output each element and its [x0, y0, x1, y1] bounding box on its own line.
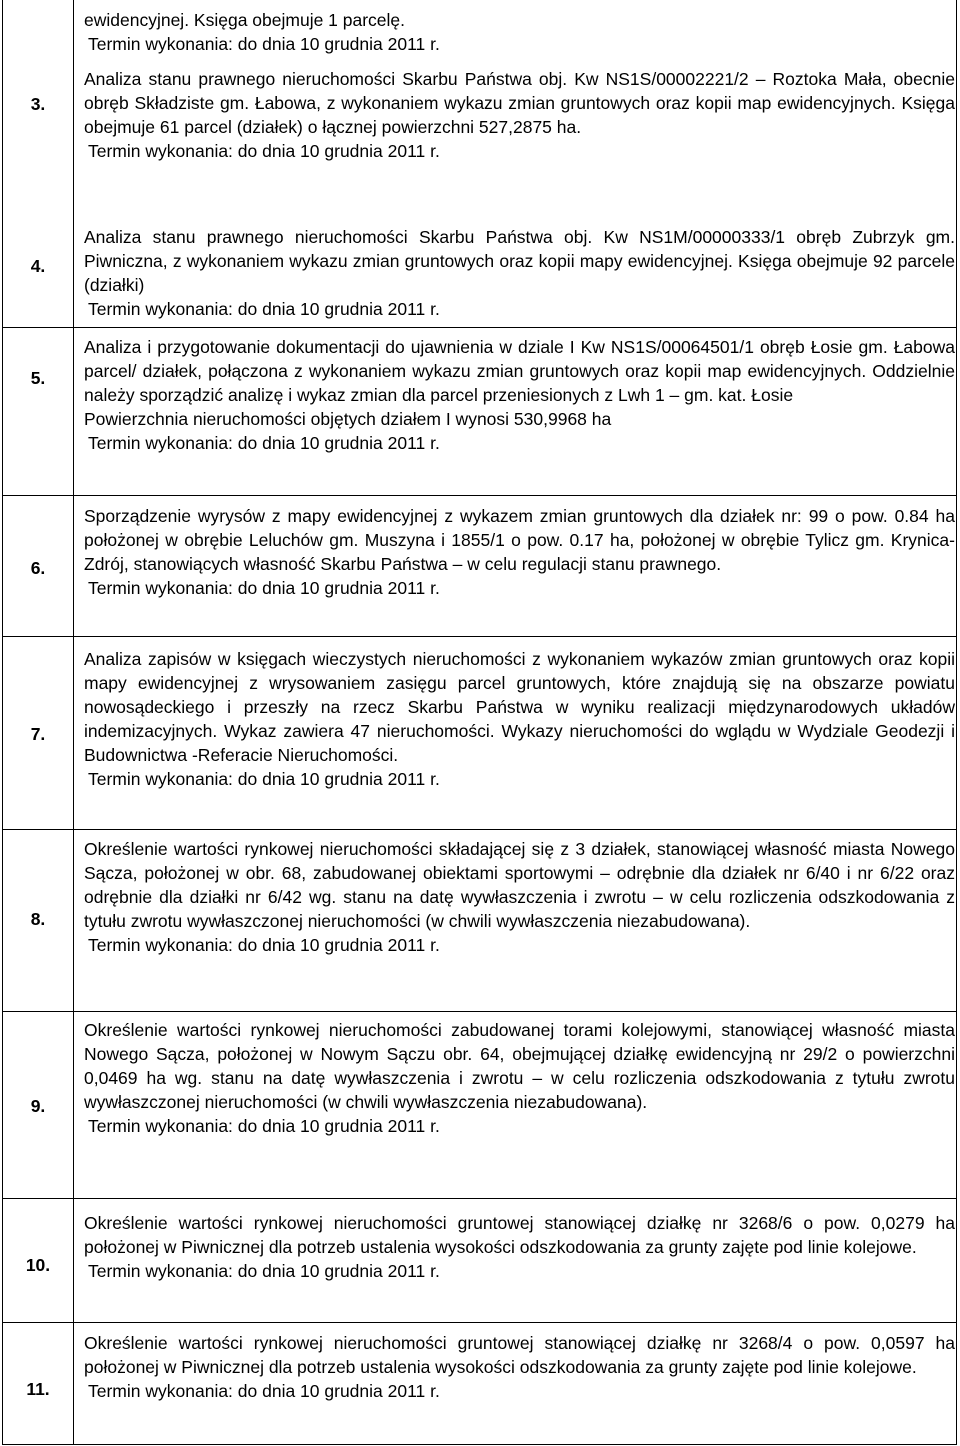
row-content — [84, 1211, 955, 1283]
row-content — [84, 647, 955, 791]
row-number: 7. — [30, 724, 46, 744]
row-text: Analiza i przygotowanie dokumentacji do ujawnienia w dziale I Kw NS1S/00064501/1 obręb Łosie gm. Łabowa parcel/ działek, połączona z wykonaniem wykazu zmian gruntowych oraz kopii map ewidencyjnych. Oddzielnie należy sporządzić analizę i wykaz zmian dla parcel przeniesionych z Lwh 1 – gm. kat. Łosie — [84, 337, 955, 405]
row-number: 11. — [26, 1379, 50, 1399]
row-deadline: Termin wykonania: do dnia 10 grudnia 2011 r. — [88, 935, 440, 955]
row-number: 10. — [25, 1255, 51, 1275]
row-content — [84, 67, 955, 163]
row-content — [84, 1331, 955, 1403]
table-row — [3, 216, 956, 327]
row-deadline: Termin wykonania: do dnia 10 grudnia 2011 r. — [88, 578, 440, 598]
table-row — [3, 1198, 956, 1323]
row-deadline: Termin wykonania: do dnia 10 grudnia 2011 r. — [88, 769, 440, 789]
row-text: Określenie wartości rynkowej nieruchomości gruntowej stanowiącej działkę nr 3268/4 o pow. 0,0597 ha położonej w Piwnicznej dla potrzeb ustalenia wysokości odszkodowania za grunty zajęte pod linie kolejowe. — [84, 1333, 955, 1377]
row-deadline: Termin wykonania: do dnia 10 grudnia 2011 r. — [88, 433, 440, 453]
table-row — [3, 829, 956, 1012]
row-text: ewidencyjnej. Księga obejmuje 1 parcelę. — [84, 10, 406, 30]
table-row — [3, 327, 956, 496]
row-content — [84, 837, 955, 957]
row-text: Analiza stanu prawnego nieruchomości Skarbu Państwa obj. Kw NS1S/00002221/2 – Roztoka Mała, obecnie obręb Składziste gm. Łabowa, z wykonaniem wykazu zmian gruntowych oraz kopii map ewidencyjnych. Księga obejmuje 61 parcel (działek) o łącznej powierzchni 527,2875 ha. — [84, 69, 955, 137]
table-row — [3, 1011, 956, 1199]
row-number: 4. — [30, 256, 46, 276]
row-deadline: Termin wykonania: do dnia 10 grudnia 2011 r. — [88, 141, 440, 161]
row-deadline: Termin wykonania: do dnia 10 grudnia 2011 r. — [88, 1381, 440, 1401]
table-row — [3, 1322, 956, 1445]
row-text: Analiza stanu prawnego nieruchomości Skarbu Państwa obj. Kw NS1M/00000333/1 obręb Zubrzyk gm. Piwniczna, z wykonaniem wykazu zmian gruntowych oraz kopii mapy ewidencyjnej. Księga obejmuje 92 parcele (działki) — [84, 227, 955, 295]
row-content — [84, 504, 955, 600]
table-row — [3, 0, 956, 62]
row-text: Określenie wartości rynkowej nieruchomości składającej się z 3 działek, stanowiącej własność miasta Nowego Sącza, położonej w obr. 68, zabudowanej obiektami sportowymi – odrębnie dla działek nr 6/40 i nr 6/22 oraz odrębnie dla działki nr 6/42 wg. stanu na datę wywłaszczenia i zwrotu – w celu rozliczenia odszkodowania z tytułu zwrotu wywłaszczonej nieruchomości (w chwili wywłaszczenia niezabudowana). — [84, 839, 955, 931]
row-text: Analiza zapisów w księgach wieczystych nieruchomości z wykonaniem wykazów zmian gruntowych oraz kopii mapy ewidencyjnej z wrysowaniem zasięgu parcel gruntowych, które znajdują się na obszarze powiatu nowosądeckiego i przeszły na rzecz Skarbu Państwa w wyniku realizacji międzynarodowych układów indemizacyjnych. Wykaz zawiera 47 nieruchomości. Wykazy nieruchomości do wglądu w Wydziale Geodezji i Budownictwa -Referacie Nieruchomości. — [84, 649, 955, 765]
row-number: 9. — [30, 1096, 46, 1116]
table-row — [3, 495, 956, 637]
row-content — [84, 8, 955, 56]
row-number: 5. — [30, 368, 46, 388]
table-row — [3, 62, 956, 216]
document-table — [2, 0, 957, 1445]
row-number: 6. — [30, 558, 46, 578]
row-number: 8. — [30, 909, 46, 929]
row-content — [84, 335, 955, 455]
row-deadline: Termin wykonania: do dnia 10 grudnia 2011 r. — [88, 1261, 440, 1281]
row-number: 3. — [30, 94, 46, 114]
row-extra: Powierzchnia nieruchomości objętych działem I wynosi 530,9968 ha — [84, 409, 612, 429]
row-content — [84, 225, 955, 321]
table-row — [3, 636, 956, 830]
row-text: Określenie wartości rynkowej nieruchomości gruntowej stanowiącej działkę nr 3268/6 o pow. 0,0279 ha położonej w Piwnicznej dla potrzeb ustalenia wysokości odszkodowania za grunty zajęte pod linie kolejowe. — [84, 1213, 955, 1257]
row-text: Określenie wartości rynkowej nieruchomości zabudowanej torami kolejowymi, stanowiącej własność miasta Nowego Sącza, położonej w Nowym Sączu obr. 64, obejmującej działkę ewidencyjną nr 29/2 o powierzchni 0,0469 ha wg. stanu na datę wywłaszczenia i zwrotu – w celu rozliczenia odszkodowania z tytułu zwrotu wywłaszczonej nieruchomości (w chwili wywłaszczenia niezabudowana). — [84, 1020, 955, 1112]
row-deadline: Termin wykonania: do dnia 10 grudnia 2011 r. — [88, 299, 440, 319]
row-deadline: Termin wykonania: do dnia 10 grudnia 2011 r. — [88, 34, 440, 54]
row-text: Sporządzenie wyrysów z mapy ewidencyjnej z wykazem zmian gruntowych dla działek nr: 99 o pow. 0.84 ha położonej w obrębie Leluchów gm. Muszyna i 1855/1 o pow. 0.17 ha, położonej w obrębie Tylicz gm. Krynica-Zdrój, stanowiących własność Skarbu Państwa – w celu regulacji stanu prawnego. — [84, 506, 955, 574]
row-deadline: Termin wykonania: do dnia 10 grudnia 2011 r. — [88, 1116, 440, 1136]
row-content — [84, 1018, 955, 1138]
